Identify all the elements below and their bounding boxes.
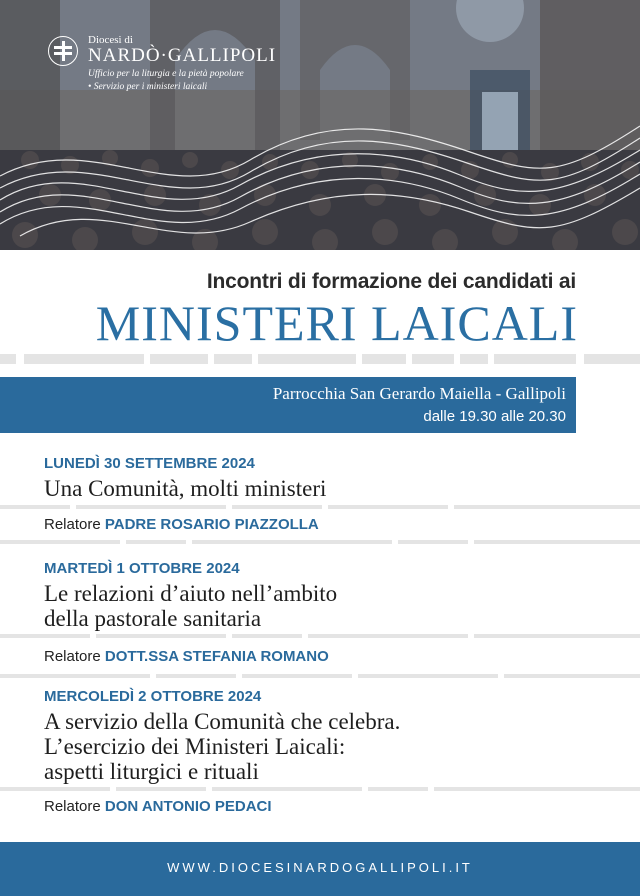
event-date: MERCOLEDÌ 2 OTTOBRE 2024 [44,688,262,705]
event-title [44,581,337,631]
divider [0,634,640,638]
event-title [44,476,326,501]
page-title: MINISTERI LAICALI [95,295,578,351]
logo-line-diocesi: Diocesi di [88,34,133,46]
divider [0,540,640,544]
decorative-bar-row [0,354,640,364]
speaker-label: Relatore [44,648,101,665]
location-place: Parrocchia San Gerardo Maiella - Gallipoli [272,384,566,403]
website-link[interactable]: WWW.DIOCESINARDOGALLIPOLI.IT [167,860,473,875]
event-date: LUNEDÌ 30 SETTEMBRE 2024 [44,455,255,472]
speaker-name: DOTT.SSA STEFANIA ROMANO [104,648,329,665]
location-time: dalle 19.30 alle 20.30 [423,408,566,425]
logo-line-name: NARDÒ·GALLIPOLI [88,45,277,66]
event-speaker [44,516,319,533]
event-title [44,709,400,784]
speaker-label: Relatore [44,798,101,815]
hero-church-photo [0,0,640,250]
speaker-name: PADRE ROSARIO PIAZZOLLA [104,516,319,533]
event-date: MARTEDÌ 1 OTTOBRE 2024 [44,560,240,577]
event-title-line: A servizio della Comunità che celebra. [44,709,401,734]
cross-logo-icon [48,36,78,66]
footer-bar [0,842,640,896]
event-title-line: Le relazioni d’aiuto nell’ambito [44,581,338,606]
event-title-line: L’esercizio dei Ministeri Laicali: [44,734,346,759]
event-title-line: Una Comunità, molti ministeri [44,476,327,501]
event-speaker [44,648,329,665]
page-subtitle: Incontri di formazione dei candidati ai [206,270,576,293]
divider [0,787,640,791]
location-banner [0,377,576,433]
divider [0,674,640,678]
event-title-line: della pastorale sanitaria [44,606,262,631]
speaker-label: Relatore [44,516,101,533]
event-speaker [44,798,272,815]
divider [0,505,640,509]
event-title-line: aspetti liturgici e rituali [44,759,259,784]
logo-line-office: Ufficio per la liturgia e la pietà popolare [88,69,244,79]
speaker-name: DON ANTONIO PEDACI [104,798,272,815]
logo-line-service: • Servizio per i ministeri laicali [88,82,208,92]
